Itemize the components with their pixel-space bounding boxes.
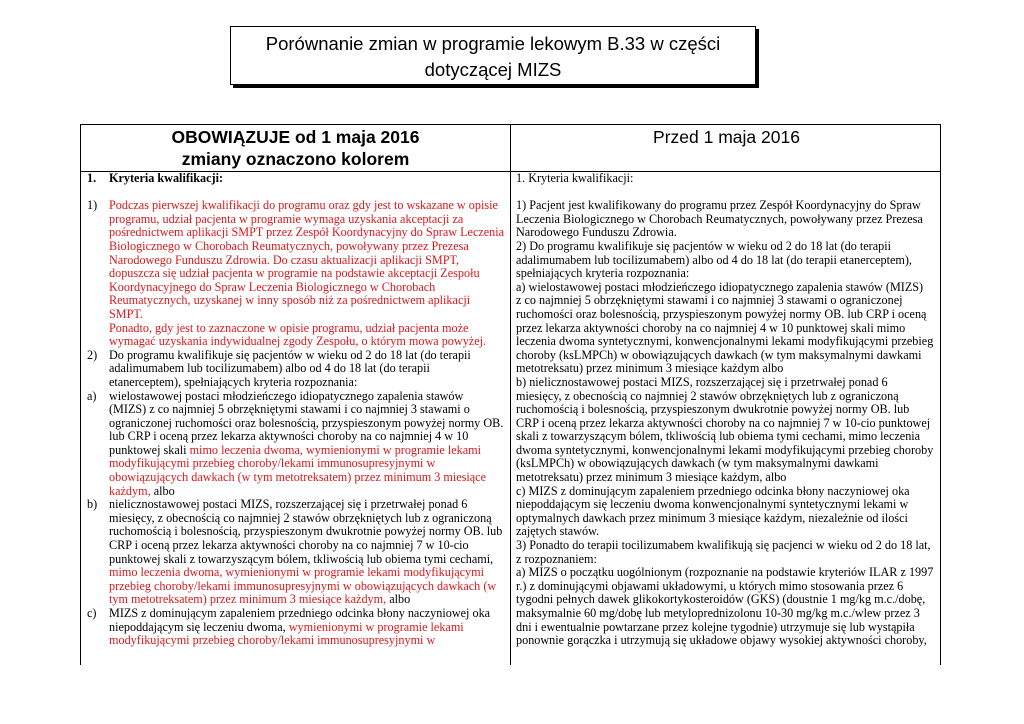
right-text: zajętych stawów. [516, 524, 600, 539]
left-text-line [81, 322, 509, 336]
left-text [109, 403, 470, 417]
left-text [109, 335, 486, 349]
left-text [109, 213, 463, 227]
list-marker: 1. [87, 171, 97, 185]
right-text-line [516, 444, 940, 458]
left-text-segment: Narodowego Funduszu Zdrowia. Do czasu aktualizacji aplikacji SMPT, [109, 252, 460, 267]
left-text-changed: wymienionymi w programie lekami [288, 619, 464, 634]
right-text: z co najmniej 5 obrzękniętymi stawami i co najmniej 3 stawami o ograniczonej [516, 293, 903, 308]
left-text-line [81, 566, 509, 580]
right-text-line [516, 390, 940, 404]
left-text-line [81, 376, 509, 390]
right-text: Leczenia Biologicznego w Chorobach Reumatycznych, powoływany przez Prezesa [516, 211, 923, 226]
right-text: tygodni pełnych dawek glikokortykosteroidów (GKS) (doustnie 1 mg/kg m.c./dobę, [516, 592, 926, 607]
left-text [109, 444, 481, 458]
right-text: miesięcy, z obecnością co najmniej 2 stawów obrzękniętych lub z ograniczoną [516, 388, 899, 403]
left-text-line [81, 240, 509, 254]
document-title-box [230, 26, 756, 85]
left-text-line [81, 199, 509, 213]
right-text: ponownie gorączka i utrzymują się układowe objawy wysokiej aktywności choroby, [516, 633, 927, 648]
left-text [109, 498, 467, 512]
left-text-line [81, 417, 509, 431]
left-text-line [81, 553, 509, 567]
left-text-line [81, 172, 509, 186]
column-current [81, 172, 509, 648]
left-text-segment: Kryteria kwalifikacji: [109, 171, 224, 185]
right-text-line [516, 172, 940, 186]
right-text: leczenia dwoma syntetycznymi, konwencjonalnymi lekami modyfikującymi przebieg [516, 334, 934, 349]
right-text: b) nielicznostawowej postaci MIZS, rozszerzającej się i przetrwałej ponad 6 [516, 374, 888, 389]
left-text-line [81, 621, 509, 635]
right-text-line [516, 403, 940, 417]
list-marker: a) [87, 388, 97, 403]
left-text-segment: punktowej skali z towarzyszącym bólem, tkliwością lub obiema tymi cechami, [109, 551, 494, 566]
left-text-line [81, 213, 509, 227]
left-text-segment: każdym, [109, 483, 151, 498]
left-text-line [81, 390, 509, 404]
left-text [109, 525, 502, 539]
right-text-line [516, 254, 940, 268]
left-text-segment: modyfikującymi przebieg choroby/lekami immunosupresyjnymi w [109, 633, 436, 648]
left-text-segment: (MIZS) z co najmniej 5 obrzękniętymi stawami i co najmniej 3 stawami o [109, 402, 470, 417]
left-text-segment: pośrednictwem aplikacji SMPT przez Zespół Koordynacyjny do Spraw Leczenia [109, 225, 505, 240]
right-text-line [516, 621, 940, 635]
right-text-line [516, 634, 940, 648]
right-text: niepoddającym się leczeniu dwoma konwencjonalnymi syntetycznymi lekami w [516, 497, 909, 512]
left-text [109, 512, 492, 526]
left-text-line [81, 444, 509, 458]
left-text-segment: MIZS z dominującym zapaleniem przedniego odcinka błony naczyniowej oka [109, 606, 491, 620]
left-text [109, 308, 143, 322]
left-text [109, 634, 435, 648]
left-text-segment: nielicznostawowej postaci MIZS, rozszerzającej się i przetrwałej ponad 6 [109, 497, 468, 512]
right-text: przez lekarza aktywności choroby na co najmniej 4 w 10 punktowej skali mimo [516, 320, 906, 335]
left-text-line [81, 471, 509, 485]
left-text-segment: mimo leczenia dwoma, wymienionymi w programie lekami modyfikującymi [109, 565, 485, 580]
right-text: ruchomością i bolesnością, przyspieszonym dwukrotnie powyżej normy OB. lub [516, 402, 910, 417]
left-text-line [81, 294, 509, 308]
right-text-line [516, 240, 940, 254]
left-text [109, 376, 357, 390]
left-text-changed: mimo leczenia dwoma, wymienionymi w programie lekami [189, 442, 481, 457]
right-text-line [516, 512, 940, 526]
left-text-segment: Do programu kwalifikuje się pacjentów w wieku od 2 do 18 lat (do terapii [109, 347, 471, 362]
right-text: 3) Ponadto do terapii tocilizumabem kwalifikują się pacjenci w wieku od 2 do 18 lat, [516, 538, 931, 553]
left-text-segment: Ponadto, gdy jest to zaznaczone w opisie programu, udział pacjenta może [109, 320, 469, 335]
header-left [81, 125, 510, 171]
left-text-line [81, 580, 509, 594]
left-text-segment: obowiązujących dawkach (w tym metotreksatem) przez minimum 3 miesiące [109, 470, 486, 485]
left-text [109, 254, 459, 268]
left-text [109, 553, 493, 567]
right-text-line [516, 417, 940, 431]
left-text-line [81, 634, 509, 648]
right-text-line [516, 226, 940, 240]
right-text-line [516, 335, 940, 349]
right-text: skali z towarzyszącym bólem, tkliwością lub obiema tymi cechami, mimo leczenia [516, 429, 921, 444]
left-text [109, 390, 463, 404]
left-text-segment: modyfikującymi przebieg choroby/lekami immunosupresyjnymi w [109, 456, 436, 471]
left-text [109, 199, 498, 213]
left-text [109, 621, 464, 635]
left-text-segment: miesięcy, z obecnością co najmniej 2 stawów obrzękniętych lub z ograniczoną [109, 510, 492, 525]
left-text [109, 294, 470, 308]
right-text-line [516, 430, 940, 444]
left-text-segment: SMPT. [109, 306, 143, 321]
left-text [109, 240, 469, 254]
right-text: c) MIZS z dominującym zapaleniem przedniego odcinka błony naczyniowej oka [516, 483, 910, 498]
left-text-segment: ograniczonej ruchomości oraz bolesnością, przyspieszonym powyżej normy OB. [109, 415, 504, 430]
right-text: ruchomości oraz bolesnością, przyspieszonym powyżej normy OB. lub CRP i oceną [516, 306, 927, 321]
right-text-line [516, 186, 940, 200]
left-text-segment: adalimumabem lub tocilizumabem) albo od 4 do 18 lat (do terapii [109, 361, 430, 376]
left-text [109, 485, 175, 499]
left-text-unchanged: albo [386, 592, 411, 607]
left-text [109, 226, 504, 240]
left-text-line [81, 485, 509, 499]
left-text-segment: Biologicznego w Chorobach Reumatycznych, powoływany przez Prezesa [109, 238, 469, 253]
right-text-line [516, 485, 940, 499]
right-text-line [516, 199, 940, 213]
header-right: Przed 1 maja 2016 [653, 127, 800, 147]
left-text-segment: wymagać uzyskania indywidualnej zgody Zespołu, o którym mowa powyżej. [109, 334, 487, 349]
left-text-line [81, 607, 509, 621]
right-text-line [516, 593, 940, 607]
right-text: adalimumabem lub tocilizumabem) albo od 4 do 18 lat (do terapii etanerceptem), [516, 252, 912, 267]
right-text: a) MIZS o początku uogólnionym (rozpoznanie na podstawie kryteriów ILAR z 1997 [516, 565, 934, 580]
left-text [109, 281, 435, 295]
left-text-segment: Koordynacyjnego do Spraw Leczenia Biologicznego w Chorobach [109, 279, 436, 294]
list-marker: 2) [87, 347, 98, 362]
left-text-line [81, 539, 509, 553]
right-text-line [516, 471, 940, 485]
left-text-segment: Podczas pierwszej kwalifikacji do programu oraz gdy jest to wskazane w opisie [109, 198, 498, 213]
right-text-line [516, 566, 940, 580]
right-text-line [516, 607, 940, 621]
right-text-line [516, 580, 940, 594]
right-text: metotreksatu) przez minimum 3 miesiące każdym, albo [516, 470, 787, 485]
left-text-line [81, 335, 509, 349]
list-marker: c) [87, 606, 97, 620]
left-text-line [81, 362, 509, 376]
left-text-segment: tym metotreksatem) przez minimum 3 miesiące każdym, [109, 592, 387, 607]
right-text-line [516, 349, 940, 363]
left-text-line [81, 593, 509, 607]
left-text [109, 349, 471, 363]
left-text [109, 457, 435, 471]
left-text-line [81, 226, 509, 240]
left-text-segment: ruchomością i bolesnością, przyspieszonym dwukrotnie powyżej normy OB. lub [109, 524, 503, 539]
left-text [109, 430, 468, 444]
left-text-segment: punktowej skali [109, 442, 190, 457]
left-text-segment: przebieg choroby/lekami immunosupresyjnymi w obowiązujących dawkach (w [109, 578, 497, 593]
left-text-segment: niepoddającym się leczeniu dwoma, [109, 619, 289, 634]
right-text-line [516, 553, 940, 567]
list-marker: b) [87, 497, 98, 512]
left-text-line [81, 498, 509, 512]
list-marker: 1) [87, 198, 98, 213]
right-text-line [516, 525, 940, 539]
left-text [109, 566, 484, 580]
right-text-line [516, 267, 940, 281]
right-text: (ksLMPCh) w obowiązujących dawkach (w tym maksymalnymi dawkami [516, 456, 879, 471]
right-text: maksymalnie 60 mg/dobę lub metyloprednizolonu 10-30 mg/kg m.c./wlew przez 3 [516, 606, 920, 620]
document-title-line1: Porównanie zmian w programie lekowym B.33 w części [265, 33, 721, 54]
right-text-line [516, 213, 940, 227]
right-text: optymalnych dawkach przez minimum 3 miesiące każdym, niezależnie od ilości [516, 510, 908, 525]
column-previous [516, 172, 940, 648]
left-text-line [81, 525, 509, 539]
left-text [109, 362, 430, 376]
left-text-segment: dopuszcza się udział pacjenta w programie na podstawie akceptacji Zespołu [109, 266, 480, 281]
right-text: z rozpoznaniem: [516, 551, 597, 566]
left-text-unchanged: albo [150, 483, 175, 498]
right-text: 1. Kryteria kwalifikacji: [516, 171, 634, 185]
header-left-line2: zmiany oznaczono kolorem [181, 149, 410, 169]
left-text-line [81, 349, 509, 363]
header-left-line1: OBOWIĄZUJE od 1 maja 2016 [171, 127, 420, 147]
right-text: 2) Do programu kwalifikuje się pacjentów w wieku od 2 do 18 lat (do terapii [516, 238, 892, 253]
left-text-line [81, 403, 509, 417]
left-text-line [81, 281, 509, 295]
column-divider [510, 125, 511, 665]
left-text-line [81, 512, 509, 526]
right-text: a) wielostawowej postaci młodzieńczego idiopatycznego zapalenia stawów (MIZS) [516, 279, 924, 294]
left-text-line [81, 254, 509, 268]
left-text-line [81, 267, 509, 281]
document-title-line2: dotyczącej MIZS [424, 59, 562, 80]
right-text-line [516, 376, 940, 390]
left-text [109, 172, 223, 186]
left-text-segment: programu, udział pacjenta w programie wymaga uzyskania akceptacji za [109, 211, 464, 226]
right-text-line [516, 308, 940, 322]
right-text-line [516, 362, 940, 376]
right-text-line [516, 539, 940, 553]
left-text-segment: Reumatycznych, uzyskanej w inny sposób niż za pośrednictwem aplikacji [109, 293, 471, 308]
left-text-segment: etanerceptem), spełniających kryteria rozpoznania: [109, 374, 358, 389]
right-text: metotreksatu) przez minimum 3 miesiące każdym albo [516, 361, 784, 376]
left-text [109, 322, 468, 336]
right-text: CRP i oceną przez lekarza aktywności choroby na co najmniej 7 w 10-cio punktowej [516, 415, 931, 430]
left-text-line [81, 457, 509, 471]
left-text [109, 471, 486, 485]
right-text-line [516, 281, 940, 295]
left-text-line [81, 186, 509, 200]
left-text-line [81, 308, 509, 322]
right-text: 1) Pacjent jest kwalifikowany do programu przez Zespół Koordynacyjny do Spraw [516, 198, 921, 213]
left-text [109, 539, 469, 553]
right-text: Narodowego Funduszu Zdrowia. [516, 225, 677, 240]
right-text: dwoma syntetycznymi, konwencjonalnymi lekami modyfikującymi przebieg choroby [516, 442, 934, 457]
right-text: spełniających kryteria rozpoznania: [516, 266, 690, 281]
right-text: r.) z dominującymi objawami układowymi, u których mimo stosowania przez 6 [516, 578, 904, 593]
left-text-segment: CRP i oceną przez lekarza aktywności choroby na co najmniej 7 w 10-cio [109, 538, 469, 553]
right-text-line [516, 294, 940, 308]
left-text-segment: lub CRP i oceną przez lekarza aktywności choroby na co najmniej 4 w 10 [109, 429, 469, 444]
left-text [109, 267, 480, 281]
right-text: choroby (ksLMPCh) w obowiązujących dawkach (w tym maksymalnymi dawkami [516, 347, 922, 362]
left-text [109, 417, 503, 431]
left-text [109, 593, 410, 607]
left-text-line [81, 430, 509, 444]
right-text-line [516, 322, 940, 336]
left-text-segment: wielostawowej postaci młodzieńczego idiopatycznego zapalenia stawów [109, 388, 464, 403]
right-text-line [516, 498, 940, 512]
left-text [109, 607, 490, 621]
right-text: dni i ewentualnie powtarzane przez kolejne tygodnie) utrzymuje się lub wystąpiła [516, 619, 915, 634]
comparison-table [80, 124, 941, 665]
right-text-line [516, 457, 940, 471]
left-text [109, 580, 496, 594]
